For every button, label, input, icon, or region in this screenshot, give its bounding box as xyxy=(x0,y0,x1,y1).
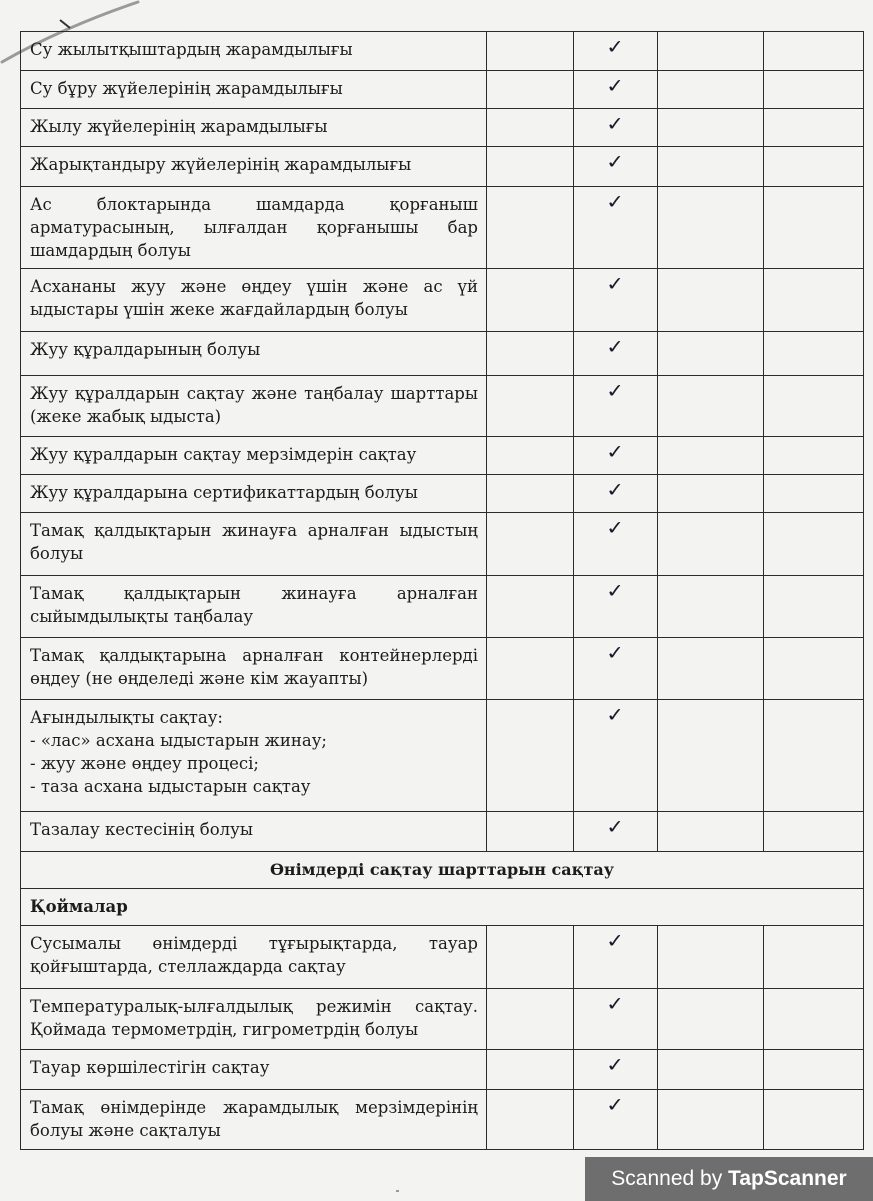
blank-cell xyxy=(487,147,574,187)
requirement-line: Жарықтандыру жүйелерінің жарамдылығы xyxy=(30,155,412,174)
checklist-row xyxy=(21,475,864,513)
checkmark: ✓ xyxy=(605,151,626,174)
checkmark: ✓ xyxy=(605,380,626,403)
checkmark-cell xyxy=(574,700,658,812)
blank-cell xyxy=(764,1090,864,1150)
blank-cell xyxy=(658,187,764,269)
checklist-row xyxy=(21,1050,864,1090)
requirement-text xyxy=(21,926,487,989)
blank-cell xyxy=(487,638,574,700)
checkmark-cell xyxy=(574,576,658,638)
checkmark: ✓ xyxy=(605,1054,626,1077)
blank-cell xyxy=(658,1090,764,1150)
checkmark: ✓ xyxy=(605,993,626,1016)
checkmark: ✓ xyxy=(605,580,626,603)
requirement-text xyxy=(21,638,487,700)
checklist-row xyxy=(21,147,864,187)
checkmark-cell xyxy=(574,376,658,437)
section-title: Өнімдерді сақтау шарттарын сақтау xyxy=(21,852,864,889)
requirement-line: Температуралық-ылғалдылық режимін сақтау. Қоймада термометрдің, гигрометрдің болуы xyxy=(30,997,478,1039)
blank-cell xyxy=(487,437,574,475)
requirement-line: Жуу құралдарының болуы xyxy=(30,340,261,359)
checklist-row xyxy=(21,926,864,989)
requirement-line: Жуу құралдарына сертификаттардың болуы xyxy=(30,483,418,502)
blank-cell xyxy=(764,812,864,852)
checkmark-cell xyxy=(574,332,658,376)
checkmark-cell xyxy=(574,513,658,576)
checklist-row xyxy=(21,576,864,638)
requirement-text xyxy=(21,109,487,147)
blank-cell xyxy=(658,638,764,700)
blank-cell xyxy=(487,376,574,437)
checkmark-cell xyxy=(574,989,658,1050)
checklist-row xyxy=(21,32,864,71)
checkmark: ✓ xyxy=(605,191,626,214)
scan-speck xyxy=(396,1190,399,1192)
requirement-line: - таза асхана ыдыстарын сақтау xyxy=(30,777,311,796)
requirement-text xyxy=(21,812,487,852)
scanner-watermark xyxy=(585,1157,873,1201)
checkmark-cell xyxy=(574,32,658,71)
requirement-line: Тауар көршілестігін сақтау xyxy=(30,1058,270,1077)
checkmark: ✓ xyxy=(605,704,626,727)
checkmark-cell xyxy=(574,187,658,269)
requirement-line: Жылу жүйелерінің жарамдылығы xyxy=(30,117,328,136)
requirement-line: Тазалау кестесінің болуы xyxy=(30,820,253,839)
requirement-text xyxy=(21,437,487,475)
requirement-line: Жуу құралдарын сақтау және таңбалау шарттары (жеке жабық ыдыста) xyxy=(30,384,478,426)
blank-cell xyxy=(487,576,574,638)
blank-cell xyxy=(764,269,864,332)
blank-cell xyxy=(658,576,764,638)
checklist-row xyxy=(21,109,864,147)
blank-cell xyxy=(658,71,764,109)
requirement-text xyxy=(21,376,487,437)
blank-cell xyxy=(658,376,764,437)
blank-cell xyxy=(658,989,764,1050)
blank-cell xyxy=(487,812,574,852)
checkmark: ✓ xyxy=(605,930,626,953)
checkmark: ✓ xyxy=(605,517,626,540)
checkmark-cell xyxy=(574,812,658,852)
blank-cell xyxy=(764,475,864,513)
checklist-row xyxy=(21,332,864,376)
blank-cell xyxy=(658,109,764,147)
requirement-line: Асхананы жуу және өңдеу үшін және ас үй ыдыстары үшін жеке жағдайлардың болуы xyxy=(30,277,478,319)
checkmark: ✓ xyxy=(605,36,626,59)
checkmark: ✓ xyxy=(605,1094,626,1117)
blank-cell xyxy=(764,513,864,576)
checkmark: ✓ xyxy=(605,479,626,502)
blank-cell xyxy=(487,109,574,147)
checklist-row xyxy=(21,269,864,332)
checkmark-cell xyxy=(574,269,658,332)
checkmark-cell xyxy=(574,475,658,513)
blank-cell xyxy=(487,1050,574,1090)
blank-cell xyxy=(658,700,764,812)
blank-cell xyxy=(487,989,574,1050)
checklist-row xyxy=(21,638,864,700)
blank-cell xyxy=(764,576,864,638)
blank-cell xyxy=(658,269,764,332)
requirement-line: - жуу және өңдеу процесі; xyxy=(30,754,259,773)
checklist-row xyxy=(21,187,864,269)
blank-cell xyxy=(764,700,864,812)
checkmark: ✓ xyxy=(605,113,626,136)
checkmark-cell xyxy=(574,147,658,187)
blank-cell xyxy=(658,1050,764,1090)
checkmark: ✓ xyxy=(605,273,626,296)
blank-cell xyxy=(658,475,764,513)
checklist-row xyxy=(21,437,864,475)
blank-cell xyxy=(487,700,574,812)
blank-cell xyxy=(764,332,864,376)
requirement-text xyxy=(21,1090,487,1150)
checkmark-cell xyxy=(574,109,658,147)
requirement-text xyxy=(21,71,487,109)
subsection-header-row xyxy=(21,889,864,926)
requirement-text xyxy=(21,269,487,332)
requirement-text xyxy=(21,1050,487,1090)
watermark-brand: TapScanner xyxy=(728,1167,847,1190)
blank-cell xyxy=(764,1050,864,1090)
checklist-row xyxy=(21,1090,864,1150)
checkmark-cell xyxy=(574,638,658,700)
requirement-line: Су жылытқыштардың жарамдылығы xyxy=(30,40,353,59)
checkmark: ✓ xyxy=(605,336,626,359)
blank-cell xyxy=(764,376,864,437)
blank-cell xyxy=(658,926,764,989)
watermark-prefix: Scanned by xyxy=(611,1167,729,1190)
checklist-row xyxy=(21,700,864,812)
requirement-line: Ағындылықты сақтау: xyxy=(30,708,223,727)
checklist-row xyxy=(21,513,864,576)
requirement-line: Жуу құралдарын сақтау мерзімдерін сақтау xyxy=(30,445,417,464)
checkmark-cell xyxy=(574,1090,658,1150)
blank-cell xyxy=(487,1090,574,1150)
blank-cell xyxy=(658,332,764,376)
checkmark: ✓ xyxy=(605,441,626,464)
checkmark-cell xyxy=(574,437,658,475)
blank-cell xyxy=(764,71,864,109)
blank-cell xyxy=(487,187,574,269)
blank-cell xyxy=(487,475,574,513)
blank-cell xyxy=(764,926,864,989)
requirement-line: Тамақ қалдықтарына арналған контейнерлерді өңдеу (не өңделеді және кім жауапты) xyxy=(30,646,478,688)
blank-cell xyxy=(764,437,864,475)
requirement-line: - «лас» асхана ыдыстарын жинау; xyxy=(30,731,327,750)
blank-cell xyxy=(764,32,864,71)
checkmark-cell xyxy=(574,71,658,109)
blank-cell xyxy=(487,513,574,576)
subsection-title: Қоймалар xyxy=(21,889,864,926)
blank-cell xyxy=(658,32,764,71)
requirement-text xyxy=(21,475,487,513)
blank-cell xyxy=(487,71,574,109)
section-header-row xyxy=(21,852,864,889)
checklist-row xyxy=(21,376,864,437)
blank-cell xyxy=(658,437,764,475)
checkmark: ✓ xyxy=(605,75,626,98)
blank-cell xyxy=(487,926,574,989)
requirement-line: Тамақ өнімдерінде жарамдылық мерзімдерінің болуы және сақталуы xyxy=(30,1098,478,1140)
requirement-text xyxy=(21,513,487,576)
requirement-line: Тамақ қалдықтарын жинауға арналған сыйымдылықты таңбалау xyxy=(30,584,478,626)
requirement-text xyxy=(21,332,487,376)
checkmark: ✓ xyxy=(605,816,626,839)
blank-cell xyxy=(487,332,574,376)
blank-cell xyxy=(487,32,574,71)
blank-cell xyxy=(658,513,764,576)
requirement-line: Су бұру жүйелерінің жарамдылығы xyxy=(30,79,343,98)
requirement-text xyxy=(21,989,487,1050)
blank-cell xyxy=(764,147,864,187)
requirement-text xyxy=(21,147,487,187)
checklist-row xyxy=(21,71,864,109)
requirement-text xyxy=(21,576,487,638)
inspection-checklist-table xyxy=(20,31,864,1150)
requirement-text xyxy=(21,32,487,71)
blank-cell xyxy=(764,109,864,147)
requirement-text xyxy=(21,700,487,812)
blank-cell xyxy=(487,269,574,332)
checklist-row xyxy=(21,989,864,1050)
requirement-line: Тамақ қалдықтарын жинауға арналған ыдыстың болуы xyxy=(30,521,478,563)
blank-cell xyxy=(764,989,864,1050)
blank-cell xyxy=(764,638,864,700)
blank-cell xyxy=(658,147,764,187)
checkmark: ✓ xyxy=(605,642,626,665)
checkmark-cell xyxy=(574,1050,658,1090)
checkmark-cell xyxy=(574,926,658,989)
requirement-text xyxy=(21,187,487,269)
blank-cell xyxy=(764,187,864,269)
requirement-line: Сусымалы өнімдерді тұғырықтарда, тауар қойғыштарда, стеллаждарда сақтау xyxy=(30,934,478,976)
requirement-line: Ас блоктарында шамдарда қорғаныш арматурасының, ылғалдан қорғанышы бар шамдардың болуы xyxy=(30,195,478,260)
checklist-row xyxy=(21,812,864,852)
blank-cell xyxy=(658,812,764,852)
